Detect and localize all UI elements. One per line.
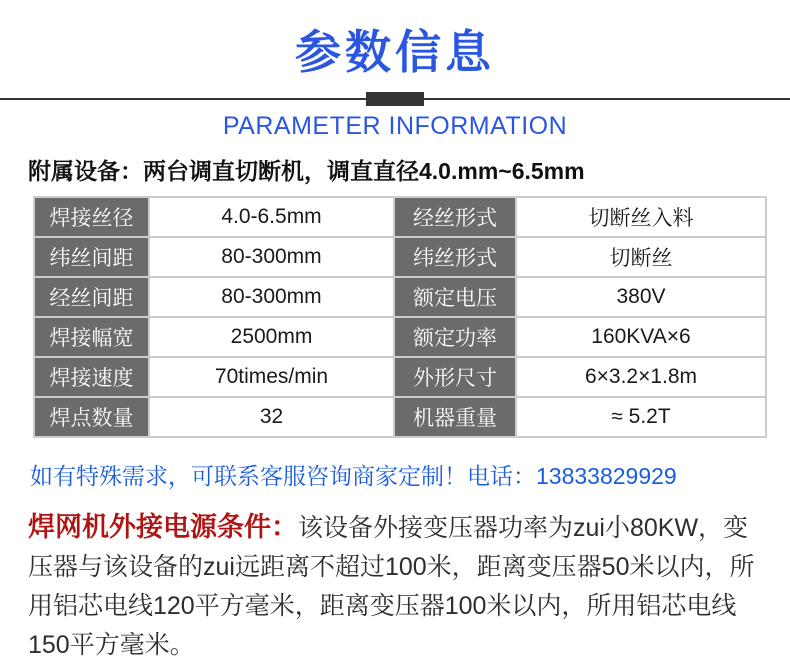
spec-value-warp-wire-spacing: 80-300mm	[149, 277, 394, 317]
spec-label-dimensions: 外形尺寸	[394, 357, 516, 397]
spec-label-welding-width: 焊接幅宽	[34, 317, 149, 357]
spec-value-rated-voltage: 380V	[516, 277, 766, 317]
spec-label-rated-voltage: 额定电压	[394, 277, 516, 317]
spec-label-weld-point-count: 焊点数量	[34, 397, 149, 437]
attachment-equipment-note: 附属设备：两台调直切断机，调直直径4.0.mm~6.5mm	[28, 158, 585, 184]
table-row	[34, 317, 766, 357]
spec-value-weft-wire-form: 切断丝	[516, 237, 766, 277]
table-row	[34, 237, 766, 277]
spec-label-warp-wire-form: 经丝形式	[394, 197, 516, 237]
custom-order-contact-note: 如有特殊需求，可联系客服咨询商家定制！电话：13833829929	[30, 463, 677, 489]
spec-value-machine-weight: ≈ 5.2T	[516, 397, 766, 437]
table-row	[34, 357, 766, 397]
power-requirements-heading: 焊网机外接电源条件：	[28, 512, 298, 542]
spec-value-rated-power: 160KVA×6	[516, 317, 766, 357]
spec-value-warp-wire-form: 切断丝入料	[516, 197, 766, 237]
divider-center-block	[366, 92, 424, 106]
spec-value-weft-wire-spacing: 80-300mm	[149, 237, 394, 277]
table-row	[34, 397, 766, 437]
page-title-english: PARAMETER INFORMATION	[222, 112, 568, 140]
spec-label-machine-weight: 机器重量	[394, 397, 516, 437]
spec-label-rated-power: 额定功率	[394, 317, 516, 357]
table-row	[34, 197, 766, 237]
power-requirements-paragraph	[28, 508, 766, 665]
spec-label-weft-wire-spacing: 纬丝间距	[34, 237, 149, 277]
spec-table	[33, 196, 767, 438]
page-title-chinese: 参数信息	[295, 26, 495, 78]
spec-label-welding-speed: 焊接速度	[34, 357, 149, 397]
power-requirements-body: 该设备外接变压器功率为zui小80KW，变压器与该设备的zui远距离不超过100米，距离变压器50米以内，所用铝芯电线120平方毫米，距离变压器100米以内，所用铝芯电线150平方毫米。	[28, 514, 755, 659]
spec-value-dimensions: 6×3.2×1.8m	[516, 357, 766, 397]
spec-label-warp-wire-spacing: 经丝间距	[34, 277, 149, 317]
spec-value-welding-speed: 70times/min	[149, 357, 394, 397]
spec-value-weld-point-count: 32	[149, 397, 394, 437]
title-divider	[0, 92, 790, 106]
table-row	[34, 277, 766, 317]
spec-value-welding-width: 2500mm	[149, 317, 394, 357]
spec-label-weft-wire-form: 纬丝形式	[394, 237, 516, 277]
spec-label-weld-wire-diameter: 焊接丝径	[34, 197, 149, 237]
spec-value-weld-wire-diameter: 4.0-6.5mm	[149, 197, 394, 237]
